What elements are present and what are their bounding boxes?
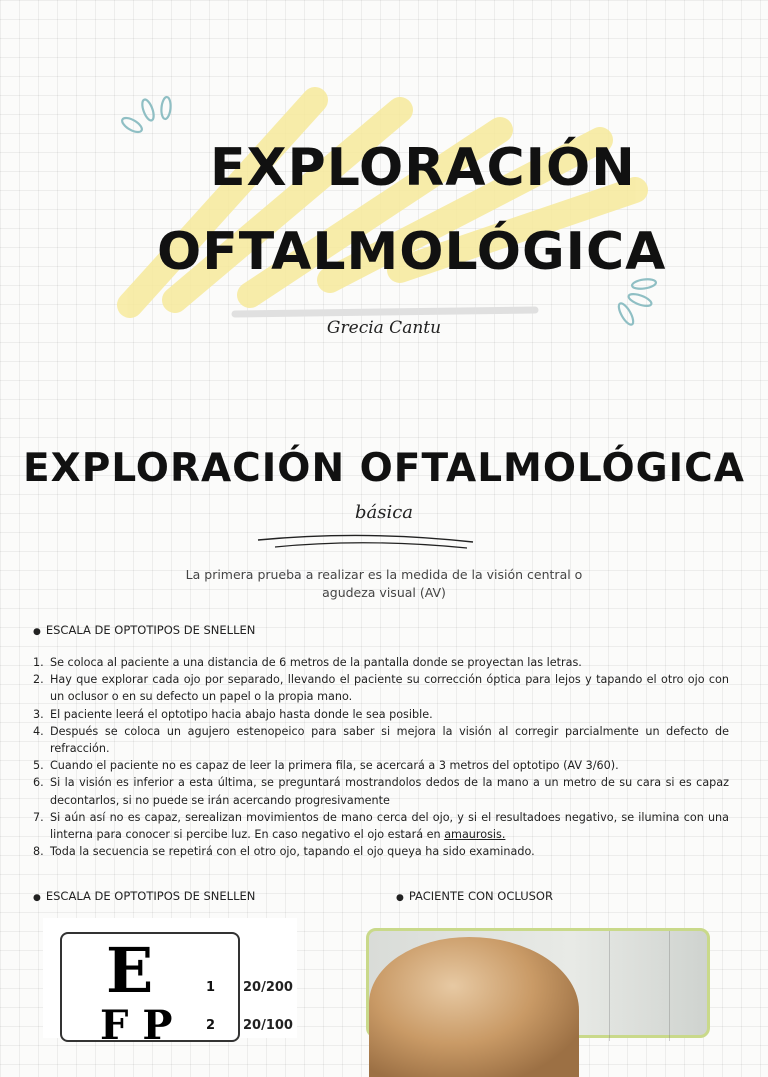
cover-title-line2: OFTALMOLÓGICA: [157, 222, 667, 282]
brush-stroke-decoration: [100, 80, 660, 340]
step-text: Se coloca al paciente a una distancia de 6 metros de la pantalla donde se proyectan las letras.: [50, 656, 582, 669]
occluder-heading-text: PACIENTE CON OCLUSOR: [408, 889, 553, 903]
leaf-sprig-icon: [118, 92, 180, 140]
bullet-icon: ●: [33, 627, 41, 637]
chart-acuity-label: 20/100: [243, 1018, 293, 1033]
step-text: Si la visión es inferior a esta última, se preguntará mostrandolos dedos de la mano a un metro de su cara si es capaz decontarlos, si no puede se irán acercando progresivamente: [50, 776, 729, 807]
snellen-chart-heading-text: ESCALA DE OPTOTIPOS DE SNELLEN: [45, 889, 256, 903]
step-text: Toda la secuencia se repetirá con el otro ojo, tapando el ojo queya ha sido examinado.: [50, 845, 535, 859]
step-text: Cuando el paciente no es capaz de leer la primera fila, se acercará a 3 metros del optotipo (AV 3/60).: [50, 759, 619, 773]
author-name: Grecia Cantu: [326, 318, 442, 338]
cover-title-line1: EXPLORACIÓN: [210, 138, 636, 198]
bullet-icon: ●: [396, 893, 404, 903]
list-item: [33, 809, 729, 843]
occluder-heading: [396, 889, 553, 903]
step-number: 5.: [33, 759, 44, 773]
chart-letter-row-2: F P: [100, 1002, 173, 1049]
list-item: [33, 654, 729, 671]
step-text: El paciente leerá el optotipo hacia abajo hasta donde le sea posible.: [50, 707, 433, 721]
snellen-bullet-heading: [33, 623, 255, 637]
step-text-part: Si aún así no es capaz, serealizan movimientos de mano cerca del ojo, y si el resultadoes negativo, se ilumina con una linterna para conocer si percibe luz. En caso negativo el ojo estará en: [50, 810, 729, 842]
chart-acuity-label: 20/200: [243, 980, 293, 995]
amaurosis-term: amaurosis.: [444, 828, 506, 842]
step-number: 2.: [33, 673, 44, 687]
patient-occluder-photo: [366, 928, 710, 1038]
step-text: Después se coloca un agujero estenopeico para saber si mejora la visión al corregir parcialmente un defecto de refracción.: [50, 724, 729, 756]
snellen-chart-heading: [33, 889, 255, 903]
step-number: 1.: [33, 656, 44, 669]
chart-row-number: 2: [206, 1018, 216, 1033]
list-item: [33, 757, 729, 774]
list-item: [33, 723, 729, 757]
step-text: Hay que explorar cada ojo por separado, llevando el paciente su corrección óptica para lejos y tapando el otro ojo con un oclusor o en su defecto un papel o la propia mano.: [50, 673, 729, 704]
snellen-heading-text: ESCALA DE OPTOTIPOS DE SNELLEN: [45, 623, 256, 637]
chart-row-number: 1: [206, 980, 216, 995]
step-text: [50, 809, 729, 843]
section-subtitle: básica: [354, 502, 414, 523]
list-item: [33, 843, 729, 860]
list-item: [33, 774, 729, 808]
intro-paragraph: La primera prueba a realizar es la medida de la visión central o agudeza visual (AV): [185, 567, 583, 600]
step-number: 8.: [33, 845, 44, 859]
bullet-icon: ●: [33, 893, 41, 903]
step-number: 4.: [33, 724, 44, 738]
steps-list: [33, 654, 729, 860]
chart-letter-row-1: E: [106, 934, 154, 1007]
step-number: 3.: [33, 707, 44, 721]
step-number: 6.: [33, 776, 44, 790]
patient-hair-shape: [369, 937, 579, 1077]
list-item: [33, 671, 729, 705]
section-title: EXPLORACIÓN OFTALMOLÓGICA: [23, 446, 745, 491]
step-number: 7.: [33, 810, 44, 824]
subtitle-swoosh-decoration: [255, 528, 480, 552]
list-item: [33, 706, 729, 723]
